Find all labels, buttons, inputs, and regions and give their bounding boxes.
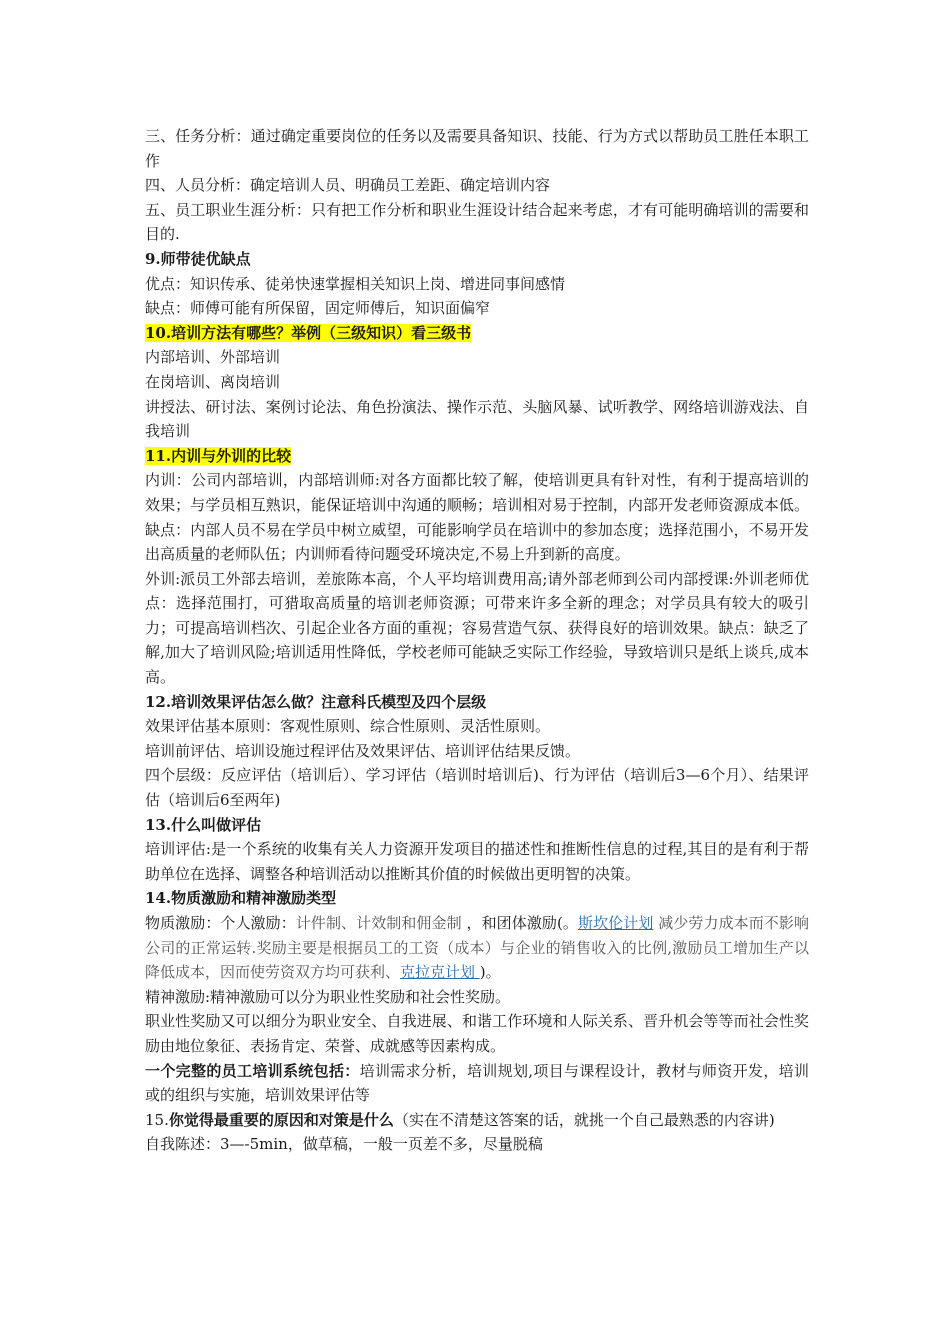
paragraph-spiritual-incentive: 精神激励:精神激励可以分为职业性奖励和社会性奖励。 — [145, 987, 511, 1006]
link-scanlon-plan[interactable]: 斯坎伦计划 — [578, 914, 654, 932]
paragraph-external-training: 外训:派员工外部去培训，差旅陈本高，个人平均培训费用高;请外部老师到公司内部授课:外训老师优点：选择范围打，可猎取高质量的培训老师资源；可带来许多全新的理念；对学员具有较大的吸引力；可提高培训档次、引起企业各方面的重视；容易营造气氛、获得良好的培训效果。缺点：缺乏了解,加大了培训风险;培训适用性降低，学校老师可能缺乏实际工作经验，导致培训只是纸上谈兵,成本高。 — [145, 569, 809, 687]
text-q15-title: 你觉得最重要的原因和对策是什么 — [168, 1110, 394, 1129]
paragraph-principles: 效果评估基本原则：客观性原则、综合性原则、灵活性原则。 — [145, 717, 551, 736]
paragraph-internal-training: 内训：公司内部培训，内部培训师:对各方面都比较了解，使培训更具有针对性，有利于提高培训的效果；与学员相互熟识，能保证培训中沟通的顺畅；培训相对易于控制，内部开发老师资源成本低。缺点：内部人员不易在学员中树立威望，可能影响学员在培训中的参加态度；选择范围小，不易开发出高质量的老师队伍；内训师看待问题受环境决定,不易上升到新的高度。 — [145, 471, 809, 564]
document-page — [145, 124, 809, 1157]
heading-13: 13.什么叫做评估 — [145, 815, 262, 834]
paragraph-task-analysis: 三、任务分析：通过确定重要岗位的任务以及需要具备知识、技能、行为方式以帮助员工胜任本职工作 — [145, 127, 809, 170]
text-material-c: ，和团体激励(。 — [466, 914, 578, 932]
text-q15-note: （实在不清楚这答案的话，就挑一个自己最熟悉的内容讲) — [393, 1110, 775, 1129]
text-system-label: 一个完整的员工培训系统包括： — [145, 1061, 360, 1080]
text-material-a: 物质激励：个人激励： — [145, 914, 296, 932]
heading-12: 12.培训效果评估怎么做？注意科氏模型及四个层级 — [145, 692, 487, 711]
link-clark-plan[interactable]: 克拉克计划 — [400, 963, 480, 982]
paragraph-career-analysis: 五、员工职业生涯分析：只有把工作分析和职业生涯设计结合起来考虑，才有可能明确培训的需要和目的. — [145, 200, 809, 244]
text-material-e: )。 — [479, 963, 501, 982]
highlight-heading-10: 10.培训方法有哪些？举例（三级知识）看三级书 — [145, 323, 472, 342]
paragraph-advantages: 优点：知识传承、徒弟快速掌握相关知识上岗、增进同事间感情 — [145, 274, 566, 293]
paragraph-training-system — [145, 1059, 809, 1108]
heading-9: 9.师带徒优缺点 — [145, 249, 251, 268]
paragraph-four-levels: 四个层级：反应评估（培训后）、学习评估（培训时培训后)、行为评估（培训后3—6个月）、结果评估（培训后6至两年) — [145, 766, 809, 810]
paragraph-material-incentive — [145, 911, 809, 985]
highlight-heading-11: 11.内训与外训的比较 — [145, 446, 292, 465]
heading-14: 14.物质激励和精神激励类型 — [145, 889, 337, 908]
paragraph-methods: 讲授法、研讨法、案例讨论法、角色扮演法、操作示范、头脑风暴、试听教学、网络培训游戏法、自我培训 — [145, 397, 809, 441]
paragraph-evaluation-stages: 培训前评估、培训设施过程评估及效果评估、培训评估结果反馈。 — [145, 741, 581, 760]
text-q15-number: 15. — [145, 1110, 169, 1129]
paragraph-personnel-analysis: 四、人员分析：确定培训人员、明确员工差距、确定培训内容 — [145, 176, 551, 195]
heading-11 — [145, 444, 809, 469]
text-system-body: 培训需求分析，培训规划,项目与课程设计，教材与师资开发，培训或的组织与实施，培训效果评估等 — [145, 1061, 809, 1105]
paragraph-disadvantages: 缺点：师傅可能有所保留，固定师傅后，知识面偏窄 — [145, 299, 491, 318]
text-material-d: 减少劳力成本而不影响公司的正常运转.奖励主要是根据员工的工资（成本）与企业的销售收入的比例,激励员工增加生产以降低成本，因而使劳资双方均可获利、 — [145, 914, 809, 982]
text-material-b: 计件制、计效制和佣金制 — [295, 914, 467, 932]
heading-10 — [145, 321, 809, 346]
paragraph-onjob-offjob: 在岗培训、离岗培训 — [145, 372, 281, 391]
paragraph-internal-external: 内部培训、外部培训 — [145, 348, 281, 367]
paragraph-career-rewards: 职业性奖励又可以细分为职业安全、自我进展、和谐工作环境和人际关系、晋升机会等等而社会性奖励由地位象征、表扬肯定、荣誉、成就感等因素构成。 — [145, 1012, 809, 1055]
paragraph-question-15 — [145, 1108, 809, 1133]
paragraph-evaluation-definition: 培训评估:是一个系统的收集有关人力资源开发项目的描述性和推断性信息的过程,其目的是有利于帮助单位在选择、调整各种培训活动以推断其价值的时候做出更明智的决策。 — [145, 840, 809, 883]
paragraph-self-statement: 自我陈述：3—-5min，做草稿，一般一页差不多，尽量脱稿 — [145, 1135, 543, 1154]
